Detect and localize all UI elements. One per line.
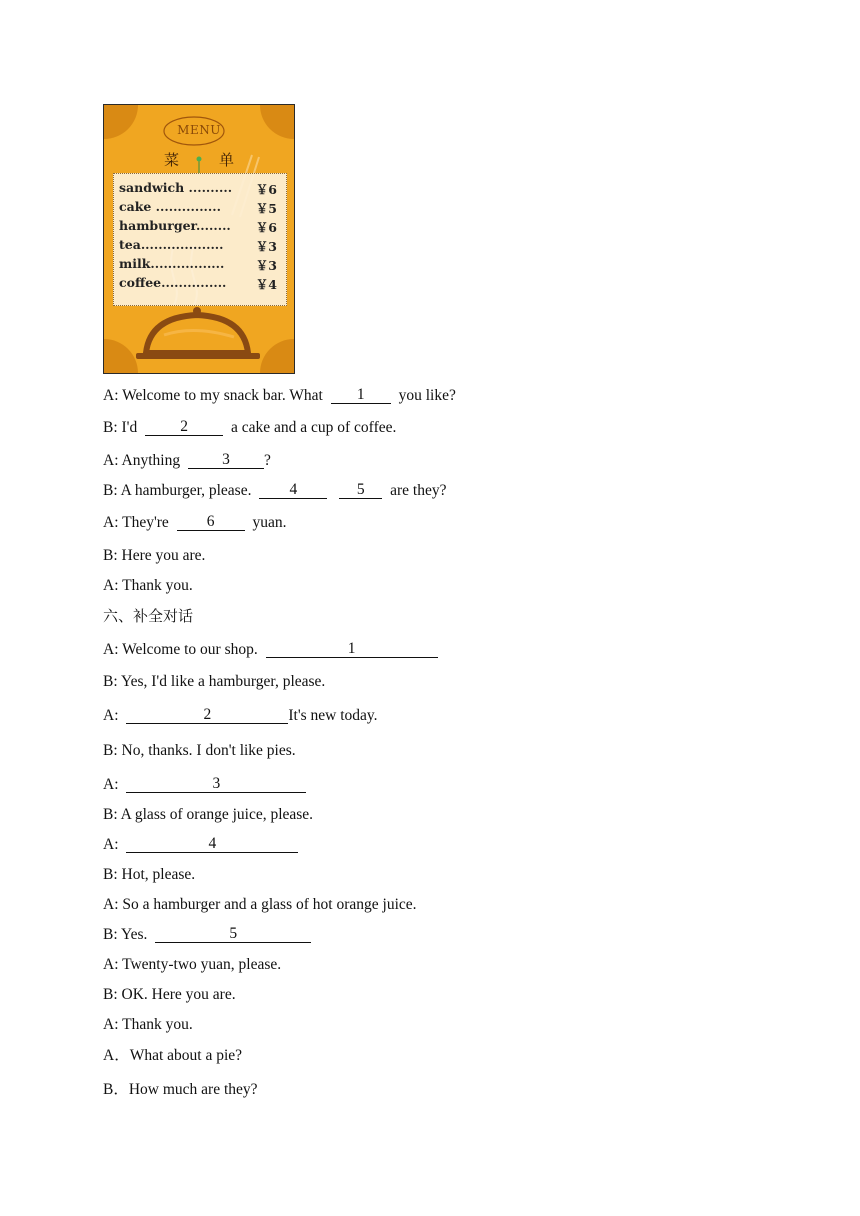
dialogue-line	[103, 452, 271, 470]
dialogue-line	[103, 514, 287, 532]
answer-blank: 6	[177, 514, 245, 531]
option-a	[103, 1047, 242, 1065]
line-text: you like?	[398, 387, 456, 404]
menu-item-price: ￥4	[255, 277, 277, 292]
line-text: ?	[263, 452, 271, 469]
menu-logo-text: MENU	[177, 123, 221, 137]
menu-item-name: sandwich ..........	[119, 180, 233, 195]
menu-item-price: ￥6	[255, 182, 277, 197]
dialogue-line	[103, 482, 446, 500]
line-text: A: They're	[103, 514, 169, 531]
menu-row-coffee	[119, 275, 277, 294]
dialogue-line	[103, 419, 396, 437]
line-text: A: Welcome to our shop.	[103, 641, 258, 658]
line-text: A:	[103, 836, 119, 853]
option-text: How much are they?	[128, 1081, 258, 1098]
menu-row-cake	[119, 199, 277, 218]
line-text: A: Welcome to my snack bar. What	[103, 387, 323, 404]
answer-blank: 1	[331, 387, 391, 404]
menu-cn-char-2: 单	[218, 151, 234, 169]
answer-blank: 5	[339, 482, 382, 499]
section-heading: 六、补全对话	[103, 607, 194, 625]
option-letter: A．	[103, 1047, 130, 1064]
dialogue-line: B: OK. Here you are.	[103, 986, 236, 1003]
menu-row-milk	[119, 256, 277, 275]
line-text: a cake and a cup of coffee.	[230, 419, 397, 436]
food-cloche-icon	[136, 307, 260, 359]
corner-swirl-bottom-right	[260, 339, 294, 373]
menu-item-name: cake ...............	[119, 199, 221, 214]
dialogue-line: B: No, thanks. I don't like pies.	[103, 742, 296, 759]
dialogue-line: A: Thank you.	[103, 1016, 193, 1033]
menu-item-name: tea...................	[119, 237, 224, 252]
option-text: What about a pie?	[129, 1047, 243, 1064]
dialogue-line: A: Thank you.	[103, 577, 193, 594]
menu-item-name: milk.................	[119, 256, 225, 271]
dialogue-line	[103, 641, 442, 659]
line-text: A:	[103, 707, 119, 724]
line-text: A: Anything	[103, 452, 181, 469]
answer-blank: 4	[259, 482, 327, 499]
menu-item-name: coffee...............	[119, 275, 227, 290]
dialogue-line	[103, 836, 302, 854]
menu-row-tea	[119, 237, 277, 256]
corner-swirl-bottom-left	[104, 339, 138, 373]
answer-blank: 3	[126, 776, 306, 793]
line-text: are they?	[390, 482, 447, 499]
menu-chinese-title	[164, 149, 234, 170]
menu-image	[103, 104, 295, 374]
answer-blank: 3	[188, 452, 264, 469]
line-text: A:	[103, 776, 119, 793]
answer-blank: 4	[126, 836, 298, 853]
dialogue-line: B: Yes, I'd like a hamburger, please.	[103, 673, 326, 690]
menu-item-price: ￥5	[255, 201, 277, 216]
dialogue-line: B: Here you are.	[103, 547, 206, 564]
line-text: yuan.	[252, 514, 287, 531]
menu-row-hamburger	[119, 218, 277, 237]
line-text: It's new today.	[288, 707, 378, 724]
menu-cn-char-1: 菜	[164, 151, 180, 169]
answer-blank: 2	[145, 419, 223, 436]
dialogue-line: B: Hot, please.	[103, 866, 196, 883]
answer-blank: 5	[155, 926, 311, 943]
dialogue-line: B: A glass of orange juice, please.	[103, 806, 314, 823]
answer-blank: 1	[266, 641, 438, 658]
dialogue-line: A: Twenty-two yuan, please.	[103, 956, 282, 973]
menu-price-board	[113, 173, 287, 306]
dialogue-line	[103, 926, 315, 944]
menu-item-name: hamburger........	[119, 218, 231, 233]
line-text: B: A hamburger, please.	[103, 482, 252, 499]
dialogue-line: A: So a hamburger and a glass of hot orange juice.	[103, 896, 417, 913]
menu-item-price: ￥3	[255, 239, 277, 254]
menu-item-price: ￥3	[255, 258, 277, 273]
dialogue-line	[103, 387, 456, 405]
answer-blank: 2	[126, 707, 288, 724]
option-b	[103, 1081, 258, 1099]
line-text: B: I'd	[103, 419, 138, 436]
line-text: B: Yes.	[103, 926, 148, 943]
menu-item-price: ￥6	[255, 220, 277, 235]
option-letter: B．	[103, 1081, 129, 1098]
dialogue-line	[103, 707, 378, 725]
dialogue-line	[103, 776, 310, 794]
menu-row-sandwich	[119, 180, 277, 199]
